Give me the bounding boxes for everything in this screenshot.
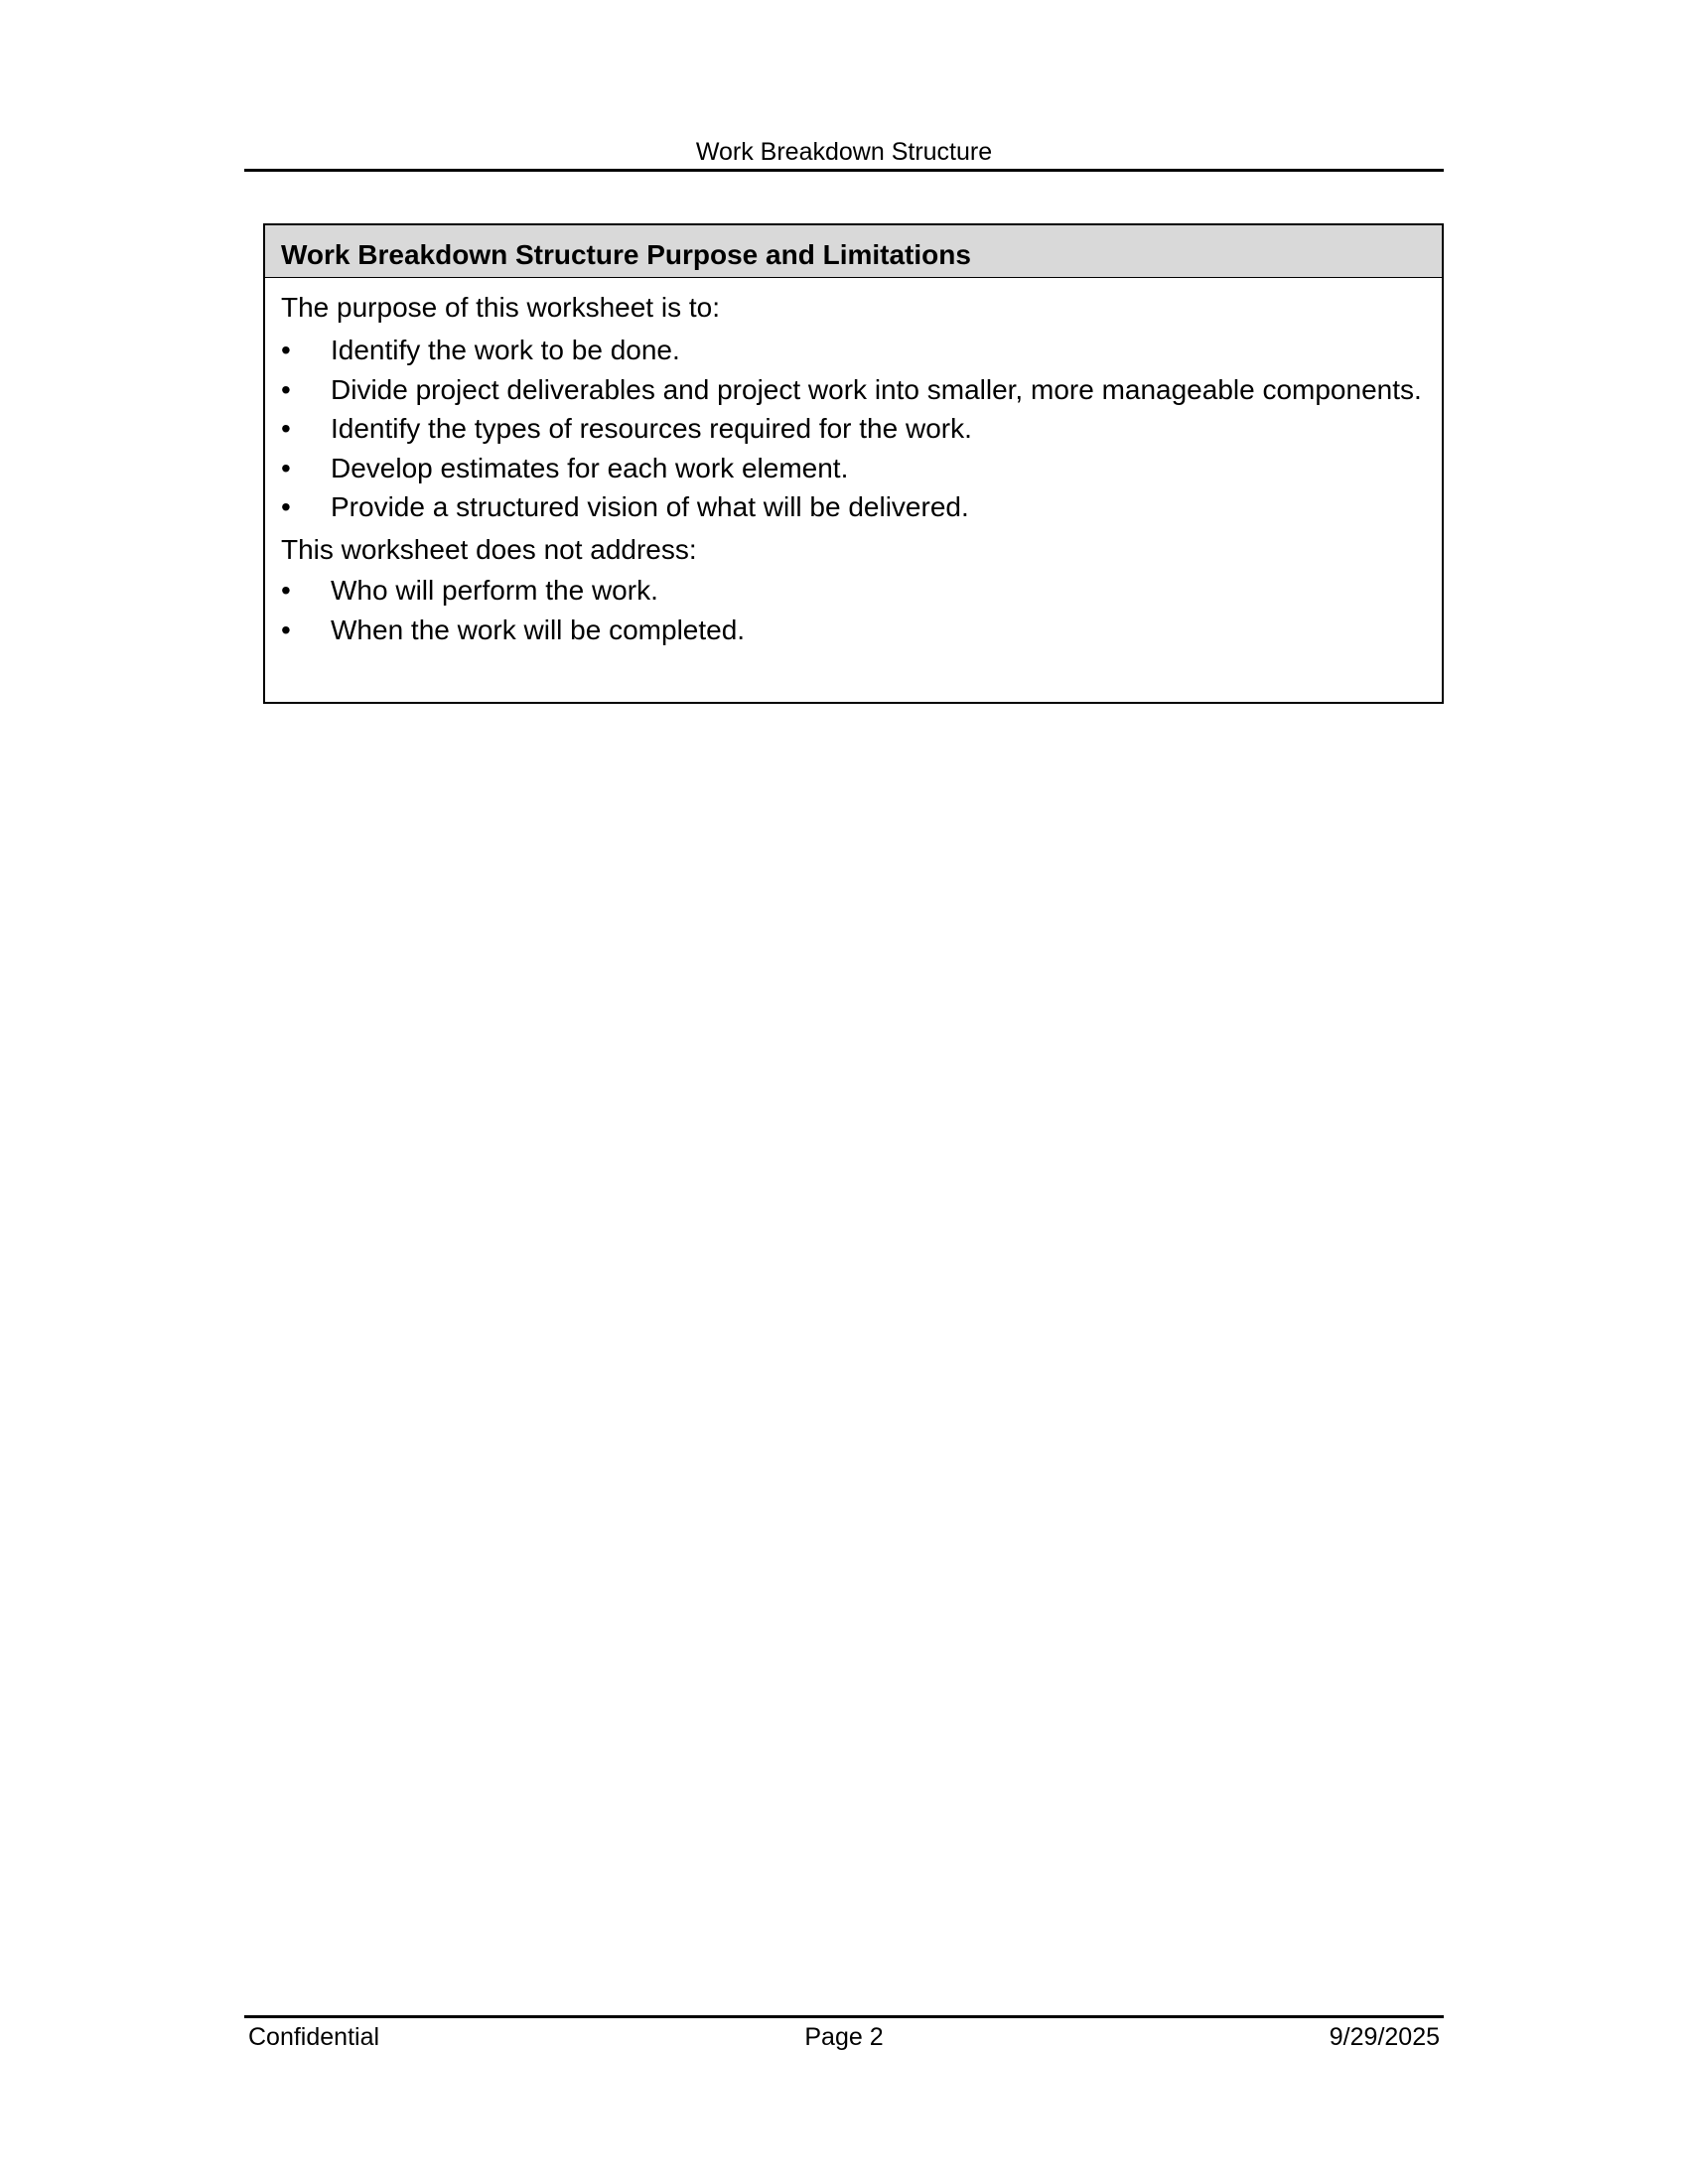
- section-title-bar: [265, 225, 1442, 278]
- page-header: [244, 136, 1444, 172]
- limits-item-text: Who will perform the work.: [331, 575, 658, 606]
- bullet-icon: •: [281, 413, 291, 444]
- page-number: Page 2: [804, 2023, 884, 2051]
- page-footer: [244, 2015, 1444, 2055]
- bullet-icon: •: [281, 335, 291, 365]
- bullet-icon: •: [281, 453, 291, 483]
- section-title: Work Breakdown Structure Purpose and Limitations: [281, 239, 971, 270]
- purpose-item-text: Provide a structured vision of what will be delivered.: [331, 491, 969, 522]
- purpose-item-text: Divide project deliverables and project work into smaller, more manageable components.: [331, 374, 1422, 405]
- purpose-item-text: Identify the work to be done.: [331, 335, 680, 365]
- purpose-intro: The purpose of this worksheet is to:: [281, 292, 720, 323]
- bullet-icon: •: [281, 491, 291, 522]
- purpose-item-text: Identify the types of resources required for the work.: [331, 413, 972, 444]
- limits-item-text: When the work will be completed.: [331, 614, 746, 645]
- header-title: Work Breakdown Structure: [695, 138, 993, 166]
- bullet-icon: •: [281, 575, 291, 606]
- footer-date: 9/29/2025: [1329, 2023, 1440, 2051]
- limits-intro: This worksheet does not address:: [281, 534, 697, 565]
- bullet-icon: •: [281, 614, 291, 645]
- confidential-label: Confidential: [248, 2023, 380, 2051]
- purpose-limitations-box: [263, 223, 1444, 704]
- bullet-icon: •: [281, 374, 291, 405]
- purpose-item-text: Develop estimates for each work element.: [331, 453, 849, 483]
